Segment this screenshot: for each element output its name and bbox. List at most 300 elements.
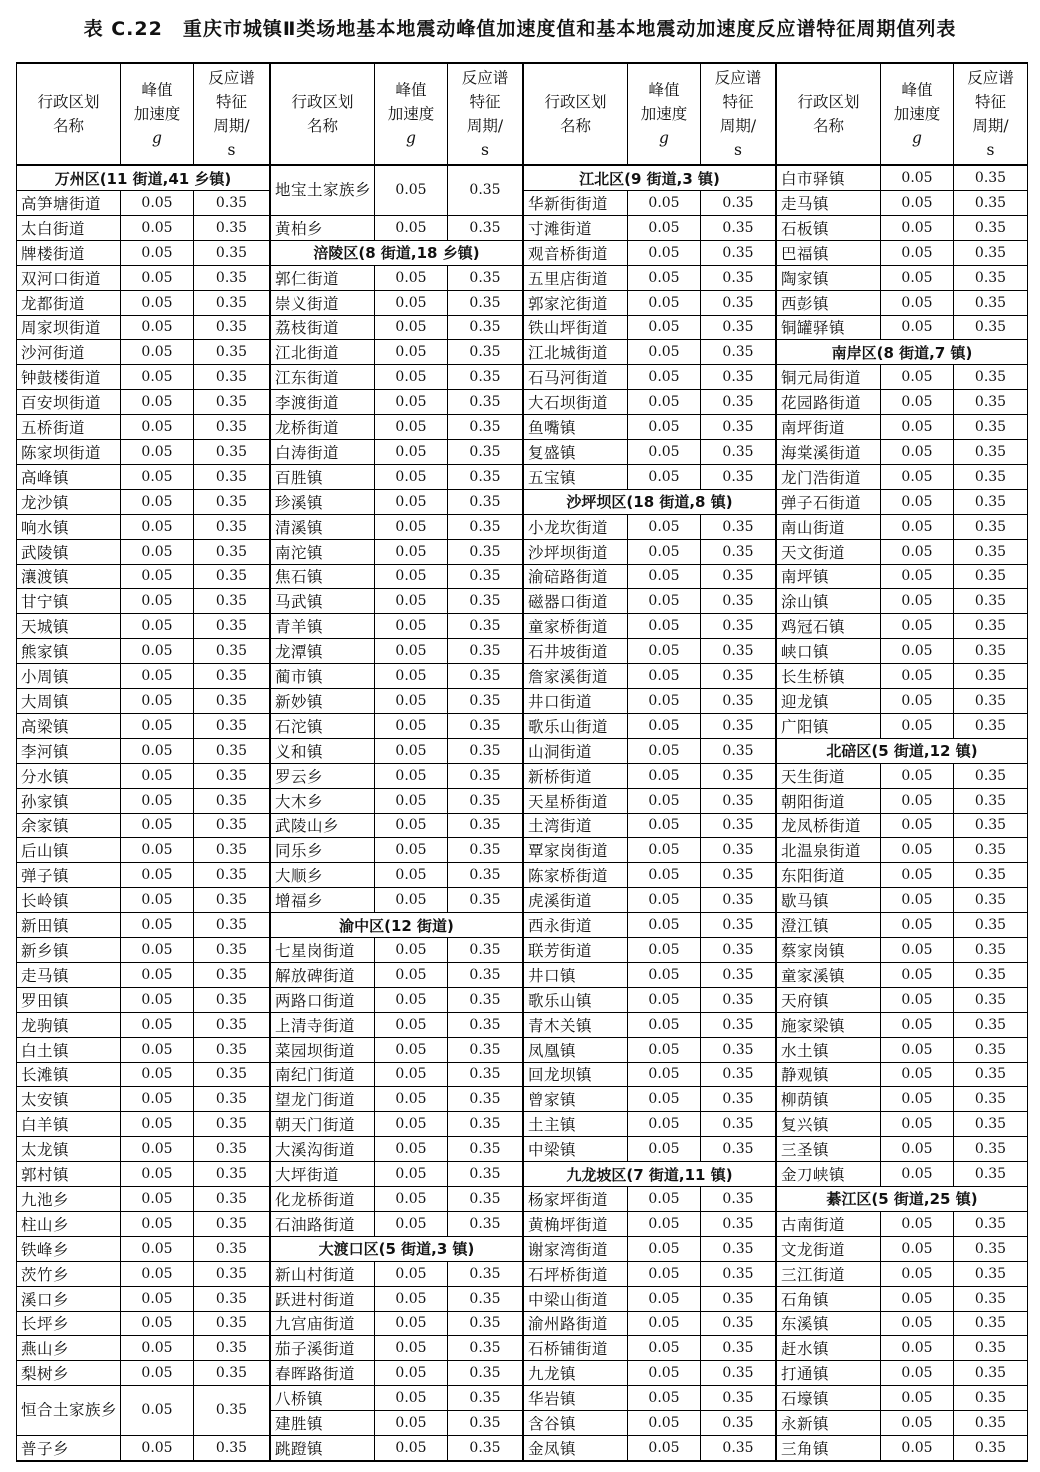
region-name-cell: 迎龙镇 [777, 689, 881, 713]
table-row [777, 913, 1027, 938]
table-row [17, 614, 269, 639]
characteristic-period-cell: 0.35 [722, 767, 754, 784]
header-peak-acceleration [628, 64, 701, 164]
peak-acceleration-cell: 0.05 [628, 664, 701, 688]
characteristic-period-cell: 0.35 [974, 1365, 1007, 1382]
header-characteristic-period: 反应谱 特征 周期/ s [461, 69, 509, 159]
table-row [524, 365, 775, 390]
header-peak-acceleration [881, 64, 954, 164]
peak-acceleration-cell: 0.05 [375, 888, 448, 912]
characteristic-period-cell: 0.35 [974, 966, 1007, 983]
peak-acceleration-cell: 0.05 [881, 1311, 954, 1335]
table-row [777, 664, 1027, 689]
characteristic-period-cell: 0.35 [469, 219, 501, 236]
peak-acceleration-cell: 0.05 [121, 888, 194, 912]
peak-acceleration-cell: 0.05 [628, 465, 701, 489]
characteristic-period-cell: 0.35 [469, 792, 501, 809]
table-row [777, 863, 1027, 888]
table-row [17, 838, 269, 863]
peak-acceleration-cell: 0.05 [121, 614, 194, 638]
characteristic-period-cell: 0.35 [469, 1290, 501, 1307]
characteristic-period-cell: 0.35 [974, 369, 1007, 386]
table-row [524, 440, 775, 465]
peak-acceleration-cell: 0.05 [375, 664, 448, 688]
characteristic-period-cell: 0.35 [215, 568, 248, 585]
region-name-cell: 北温泉街道 [777, 838, 881, 862]
region-name-cell: 天府镇 [777, 988, 881, 1012]
region-name-cell: 复盛镇 [524, 440, 628, 464]
characteristic-period-cell: 0.35 [469, 742, 501, 759]
peak-acceleration-cell: 0.05 [121, 913, 194, 937]
peak-acceleration-cell: 0.05 [881, 216, 954, 240]
characteristic-period-cell: 0.35 [974, 692, 1007, 709]
characteristic-period-cell: 0.35 [215, 419, 248, 435]
table-row [17, 1212, 269, 1237]
region-name-cell: 回龙坝镇 [524, 1062, 628, 1086]
peak-acceleration-cell: 0.05 [628, 1237, 701, 1261]
characteristic-period-cell: 0.35 [974, 1116, 1007, 1133]
characteristic-period-cell: 0.35 [469, 269, 501, 286]
peak-acceleration-cell: 0.05 [628, 714, 701, 738]
region-name-cell: 朝阳街道 [777, 789, 881, 813]
table-row [777, 888, 1027, 913]
region-name-cell: 响水镇 [17, 515, 121, 539]
table-row [271, 1013, 522, 1038]
region-name-cell: 长岭镇 [17, 888, 121, 912]
region-name-cell: 东溪镇 [777, 1311, 881, 1335]
table-row [17, 191, 269, 216]
table-row [777, 1162, 1027, 1187]
table-row [17, 1336, 269, 1361]
characteristic-period-cell: 0.35 [469, 1091, 501, 1108]
peak-acceleration-cell: 0.05 [628, 564, 701, 588]
table-row [17, 1287, 269, 1312]
peak-acceleration-cell: 0.05 [121, 241, 194, 265]
characteristic-period-cell: 0.35 [469, 419, 501, 435]
peak-acceleration-cell: 0.05 [121, 1187, 194, 1211]
characteristic-period-cell: 0.35 [722, 643, 754, 660]
characteristic-period-cell: 0.35 [722, 219, 754, 236]
characteristic-period-cell: 0.35 [215, 1402, 248, 1419]
characteristic-period-cell: 0.35 [974, 170, 1007, 186]
characteristic-period-cell: 0.35 [215, 394, 248, 411]
peak-acceleration-cell: 0.05 [628, 739, 701, 763]
region-name-cell: 永新镇 [777, 1411, 881, 1435]
table-row [777, 1287, 1027, 1312]
peak-acceleration-cell: 0.05 [375, 789, 448, 813]
characteristic-period-cell: 0.35 [722, 543, 754, 560]
characteristic-period-cell: 0.35 [215, 493, 248, 510]
table-column-group [775, 64, 1027, 1460]
peak-acceleration-cell: 0.05 [881, 1386, 954, 1410]
characteristic-period-cell: 0.35 [215, 1265, 248, 1282]
table-row [17, 1062, 269, 1087]
table-row [777, 166, 1027, 191]
region-name-cell: 熊家镇 [17, 639, 121, 663]
characteristic-period-cell: 0.35 [469, 767, 501, 784]
peak-acceleration-cell: 0.05 [121, 440, 194, 464]
characteristic-period-cell: 0.35 [469, 182, 501, 199]
table-row [524, 1112, 775, 1137]
region-name-cell: 龙驹镇 [17, 1013, 121, 1037]
region-name-cell: 南纪门街道 [271, 1062, 375, 1086]
peak-acceleration-cell: 0.05 [628, 789, 701, 813]
characteristic-period-cell: 0.35 [722, 244, 754, 261]
peak-acceleration-cell: 0.05 [375, 639, 448, 663]
table-row [777, 540, 1027, 565]
characteristic-period-cell: 0.35 [215, 817, 248, 834]
region-name-cell: 太龙镇 [17, 1137, 121, 1161]
peak-acceleration-cell: 0.05 [881, 614, 954, 638]
peak-acceleration-cell: 0.05 [121, 589, 194, 613]
peak-acceleration-cell: 0.05 [121, 216, 194, 240]
characteristic-period-cell: 0.35 [215, 792, 248, 809]
peak-acceleration-cell: 0.05 [375, 340, 448, 364]
region-name-cell: 义和镇 [271, 739, 375, 763]
characteristic-period-cell: 0.35 [215, 668, 248, 684]
table-row [271, 415, 522, 440]
table-row [524, 639, 775, 664]
region-name-cell: 白涛街道 [271, 440, 375, 464]
peak-acceleration-cell: 0.05 [375, 390, 448, 414]
peak-acceleration-cell: 0.05 [881, 515, 954, 539]
characteristic-period-cell: 0.35 [722, 443, 754, 460]
region-name-cell: 梨树乡 [17, 1361, 121, 1385]
region-name-cell: 百安坝街道 [17, 390, 121, 414]
characteristic-period-cell: 0.35 [215, 1141, 248, 1158]
table-row [17, 1038, 269, 1063]
table-row [524, 291, 775, 316]
characteristic-period-cell: 0.35 [469, 1415, 501, 1431]
characteristic-period-cell: 0.35 [215, 1440, 248, 1457]
region-name-cell: 上清寺街道 [271, 1013, 375, 1037]
region-name-cell: 静观镇 [777, 1062, 881, 1086]
region-name-cell: 弹子石街道 [777, 490, 881, 514]
peak-acceleration-cell: 0.05 [121, 714, 194, 738]
header-peak-acceleration-label: 峰值 加速度 [387, 81, 435, 123]
peak-acceleration-cell: 0.05 [628, 1062, 701, 1086]
region-name-cell: 土湾街道 [524, 813, 628, 837]
table-row [271, 1062, 522, 1087]
table-row [524, 1311, 775, 1336]
table-row [271, 589, 522, 614]
table-row [524, 216, 775, 241]
peak-acceleration-cell: 0.05 [881, 440, 954, 464]
characteristic-period-cell: 0.35 [215, 1116, 248, 1133]
region-name-cell: 燕山乡 [17, 1336, 121, 1360]
peak-acceleration-cell: 0.05 [628, 365, 701, 389]
region-name-cell: 五桥街道 [17, 415, 121, 439]
region-name-cell: 詹家溪街道 [524, 664, 628, 688]
peak-acceleration-cell: 0.05 [881, 365, 954, 389]
characteristic-period-cell: 0.35 [974, 543, 1007, 560]
region-name-cell: 蔡家岗镇 [777, 938, 881, 962]
table-header [17, 64, 269, 166]
characteristic-period-cell: 0.35 [469, 443, 501, 460]
characteristic-period-cell: 0.35 [215, 1290, 248, 1307]
region-name-cell: 海棠溪街道 [777, 440, 881, 464]
table-row [271, 291, 522, 316]
characteristic-period-cell: 0.35 [974, 1166, 1007, 1182]
region-name-cell: 瀼渡镇 [17, 564, 121, 588]
district-header-row: 九龙坡区(7 街道,11 镇) [524, 1162, 775, 1187]
header-peak-acceleration [375, 64, 448, 164]
region-name-cell: 跃进村街道 [271, 1287, 375, 1311]
table-row [524, 191, 775, 216]
region-name-cell: 石角镇 [777, 1287, 881, 1311]
region-name-cell: 焦石镇 [271, 564, 375, 588]
table-row [777, 365, 1027, 390]
characteristic-period-cell: 0.35 [974, 1215, 1007, 1232]
table-row [17, 241, 269, 266]
characteristic-period-cell: 0.35 [974, 593, 1007, 610]
table-row [524, 1386, 775, 1411]
peak-acceleration-cell: 0.05 [121, 689, 194, 713]
characteristic-period-cell: 0.35 [974, 468, 1007, 485]
characteristic-period-cell: 0.35 [722, 742, 754, 759]
table-row [524, 465, 775, 490]
peak-acceleration-cell: 0.05 [881, 390, 954, 414]
characteristic-period-cell: 0.35 [974, 1066, 1007, 1083]
characteristic-period-cell: 0.35 [974, 867, 1007, 884]
region-name-cell: 余家镇 [17, 813, 121, 837]
table-row [777, 1361, 1027, 1386]
peak-acceleration-cell: 0.05 [375, 838, 448, 862]
characteristic-period-cell: 0.35 [722, 668, 754, 684]
region-name-cell: 太安镇 [17, 1087, 121, 1111]
characteristic-period-cell: 0.35 [469, 941, 501, 958]
table-row [17, 1137, 269, 1162]
region-name-cell: 大坪街道 [271, 1162, 375, 1186]
region-name-cell: 水土镇 [777, 1038, 881, 1062]
region-name-cell: 珍溪镇 [271, 490, 375, 514]
region-name-cell: 马武镇 [271, 589, 375, 613]
table-row [777, 689, 1027, 714]
characteristic-period-cell: 0.35 [722, 618, 754, 635]
characteristic-period-cell: 0.35 [215, 966, 248, 983]
peak-acceleration-cell: 0.05 [628, 315, 701, 339]
table-row [271, 440, 522, 465]
region-name-cell: 化龙桥街道 [271, 1187, 375, 1211]
peak-acceleration-cell: 0.05 [628, 540, 701, 564]
table-row [271, 689, 522, 714]
table-row [777, 639, 1027, 664]
characteristic-period-cell: 0.35 [469, 1066, 501, 1083]
peak-acceleration-cell: 0.05 [628, 1361, 701, 1385]
characteristic-period-cell: 0.35 [974, 941, 1007, 958]
table-row [524, 689, 775, 714]
region-name-cell: 郭家沱街道 [524, 291, 628, 315]
table-row [777, 838, 1027, 863]
header-characteristic-period: 反应谱 特征 周期/ s [208, 69, 255, 159]
table-row [524, 1062, 775, 1087]
table-row [524, 266, 775, 291]
peak-acceleration-cell: 0.05 [121, 1237, 194, 1261]
peak-acceleration-cell: 0.05 [628, 191, 701, 215]
region-name-cell: 中梁镇 [524, 1137, 628, 1161]
characteristic-period-cell: 0.35 [974, 269, 1007, 286]
region-name-cell: 西永街道 [524, 913, 628, 937]
characteristic-period-cell: 0.35 [469, 618, 501, 635]
peak-acceleration-cell: 0.05 [628, 266, 701, 290]
region-name-cell: 鸡冠石镇 [777, 614, 881, 638]
characteristic-period-cell: 0.35 [215, 1166, 248, 1182]
characteristic-period-cell: 0.35 [215, 717, 248, 734]
peak-acceleration-cell: 0.05 [375, 813, 448, 837]
peak-acceleration-cell: 0.05 [121, 1336, 194, 1360]
characteristic-period-cell: 0.35 [974, 767, 1007, 784]
table-row [271, 664, 522, 689]
characteristic-period-cell: 0.35 [469, 867, 501, 884]
district-header-row: 沙坪坝区(18 街道,8 镇) [524, 490, 775, 515]
table-row [777, 1087, 1027, 1112]
peak-acceleration-cell: 0.05 [121, 1212, 194, 1236]
peak-acceleration-cell: 0.05 [121, 938, 194, 962]
peak-acceleration-cell: 0.05 [121, 639, 194, 663]
table-row [777, 191, 1027, 216]
table-row [271, 465, 522, 490]
table-row [17, 291, 269, 316]
region-name-cell: 大周镇 [17, 689, 121, 713]
region-name-cell: 柱山乡 [17, 1212, 121, 1236]
characteristic-period-cell: 0.35 [469, 717, 501, 734]
region-name-cell: 曾家镇 [524, 1087, 628, 1111]
characteristic-period-cell: 0.35 [722, 1091, 754, 1108]
characteristic-period-cell: 0.35 [469, 1041, 501, 1058]
region-name-cell: 澄江镇 [777, 913, 881, 937]
characteristic-period-cell: 0.35 [469, 1440, 501, 1457]
table-row [17, 1436, 269, 1461]
table-row [17, 789, 269, 814]
table-row [524, 913, 775, 938]
peak-acceleration-cell: 0.05 [881, 1336, 954, 1360]
table-row [271, 490, 522, 515]
region-name-cell: 高峰镇 [17, 465, 121, 489]
peak-acceleration-cell: 0.05 [375, 714, 448, 738]
peak-acceleration-cell: 0.05 [121, 813, 194, 837]
characteristic-period-cell: 0.35 [722, 1415, 754, 1431]
characteristic-period-cell: 0.35 [469, 1116, 501, 1133]
peak-acceleration-cell: 0.05 [121, 1436, 194, 1461]
characteristic-period-cell: 0.35 [215, 867, 248, 884]
characteristic-period-cell: 0.35 [215, 468, 248, 485]
table-row [17, 888, 269, 913]
table-row [524, 739, 775, 764]
district-header-row: 江北区(9 街道,3 镇) [524, 166, 775, 191]
peak-acceleration-cell: 0.05 [628, 963, 701, 987]
region-name-cell: 柳荫镇 [777, 1087, 881, 1111]
region-name-cell: 龙门浩街道 [777, 465, 881, 489]
region-name-cell: 武陵山乡 [271, 813, 375, 837]
peak-acceleration-cell: 0.05 [881, 863, 954, 887]
peak-acceleration-cell: 0.05 [375, 1062, 448, 1086]
peak-acceleration-cell: 0.05 [121, 390, 194, 414]
characteristic-period-cell: 0.35 [722, 319, 754, 336]
peak-acceleration-cell: 0.05 [628, 1336, 701, 1360]
characteristic-period-cell: 0.35 [215, 991, 248, 1008]
peak-acceleration-cell: 0.05 [375, 415, 448, 439]
region-name-cell: 青木关镇 [524, 1013, 628, 1037]
peak-acceleration-cell: 0.05 [375, 1361, 448, 1385]
characteristic-period-cell: 0.35 [469, 568, 501, 585]
table-row [777, 465, 1027, 490]
peak-acceleration-cell: 0.05 [628, 241, 701, 265]
peak-acceleration-cell: 0.05 [121, 291, 194, 315]
region-name-cell: 峡口镇 [777, 639, 881, 663]
characteristic-period-cell: 0.35 [215, 1340, 248, 1357]
header-unit-g: g [406, 129, 416, 147]
characteristic-period-cell: 0.35 [722, 1390, 754, 1407]
characteristic-period-cell: 0.35 [722, 892, 754, 909]
peak-acceleration-cell: 0.05 [881, 938, 954, 962]
table-row [777, 291, 1027, 316]
region-name-cell: 江北城街道 [524, 340, 628, 364]
characteristic-period-cell: 0.35 [722, 1340, 754, 1357]
region-name-cell: 李渡街道 [271, 390, 375, 414]
table-row [271, 1038, 522, 1063]
table-row [777, 1137, 1027, 1162]
characteristic-period-cell: 0.35 [722, 792, 754, 809]
region-name-cell: 白市驿镇 [777, 166, 881, 190]
table-row [17, 440, 269, 465]
peak-acceleration-cell: 0.05 [121, 1087, 194, 1111]
table-row [17, 465, 269, 490]
table-row [17, 938, 269, 963]
peak-acceleration-cell: 0.05 [881, 1162, 954, 1186]
region-name-cell: 虎溪街道 [524, 888, 628, 912]
peak-acceleration-cell: 0.05 [881, 1013, 954, 1037]
table-row [777, 415, 1027, 440]
characteristic-period-cell: 0.35 [722, 419, 754, 435]
characteristic-period-cell: 0.35 [974, 294, 1007, 311]
region-name-cell: 南坪镇 [777, 564, 881, 588]
peak-acceleration-cell: 0.05 [881, 813, 954, 837]
region-name-cell: 钟鼓楼街道 [17, 365, 121, 389]
table-row [524, 789, 775, 814]
table-row [524, 1212, 775, 1237]
table-row [777, 266, 1027, 291]
table-row [524, 813, 775, 838]
table-row [17, 1311, 269, 1336]
region-name-cell: 石井坡街道 [524, 639, 628, 663]
region-name-cell: 华岩镇 [524, 1386, 628, 1410]
table-row [777, 813, 1027, 838]
characteristic-period-cell: 0.35 [722, 1041, 754, 1058]
peak-acceleration-cell: 0.05 [375, 1162, 448, 1186]
characteristic-period-cell: 0.35 [974, 219, 1007, 236]
header-region-name: 行政区划 名称 [17, 64, 121, 164]
peak-acceleration-cell: 0.05 [121, 515, 194, 539]
table-row [17, 639, 269, 664]
region-name-cell: 蔺市镇 [271, 664, 375, 688]
characteristic-period-cell: 0.35 [469, 319, 501, 336]
peak-acceleration-cell: 0.05 [121, 739, 194, 763]
table-caption: 表 C.22 重庆市城镇Ⅱ类场地基本地震动峰值加速度值和基本地震动加速度反应谱特征周期值列表 [83, 18, 957, 40]
characteristic-period-cell: 0.35 [215, 917, 248, 933]
characteristic-period-cell: 0.35 [974, 518, 1007, 535]
header-unit-g: g [659, 129, 669, 147]
characteristic-period-cell: 0.35 [722, 941, 754, 958]
characteristic-period-cell: 0.35 [722, 991, 754, 1008]
peak-acceleration-cell: 0.05 [121, 564, 194, 588]
characteristic-period-cell: 0.35 [215, 593, 248, 610]
region-name-cell: 磁器口街道 [524, 589, 628, 613]
table-row [777, 988, 1027, 1013]
peak-acceleration-cell: 0.05 [628, 589, 701, 613]
region-name-cell: 广阳镇 [777, 714, 881, 738]
table-row [524, 888, 775, 913]
table-row [271, 963, 522, 988]
